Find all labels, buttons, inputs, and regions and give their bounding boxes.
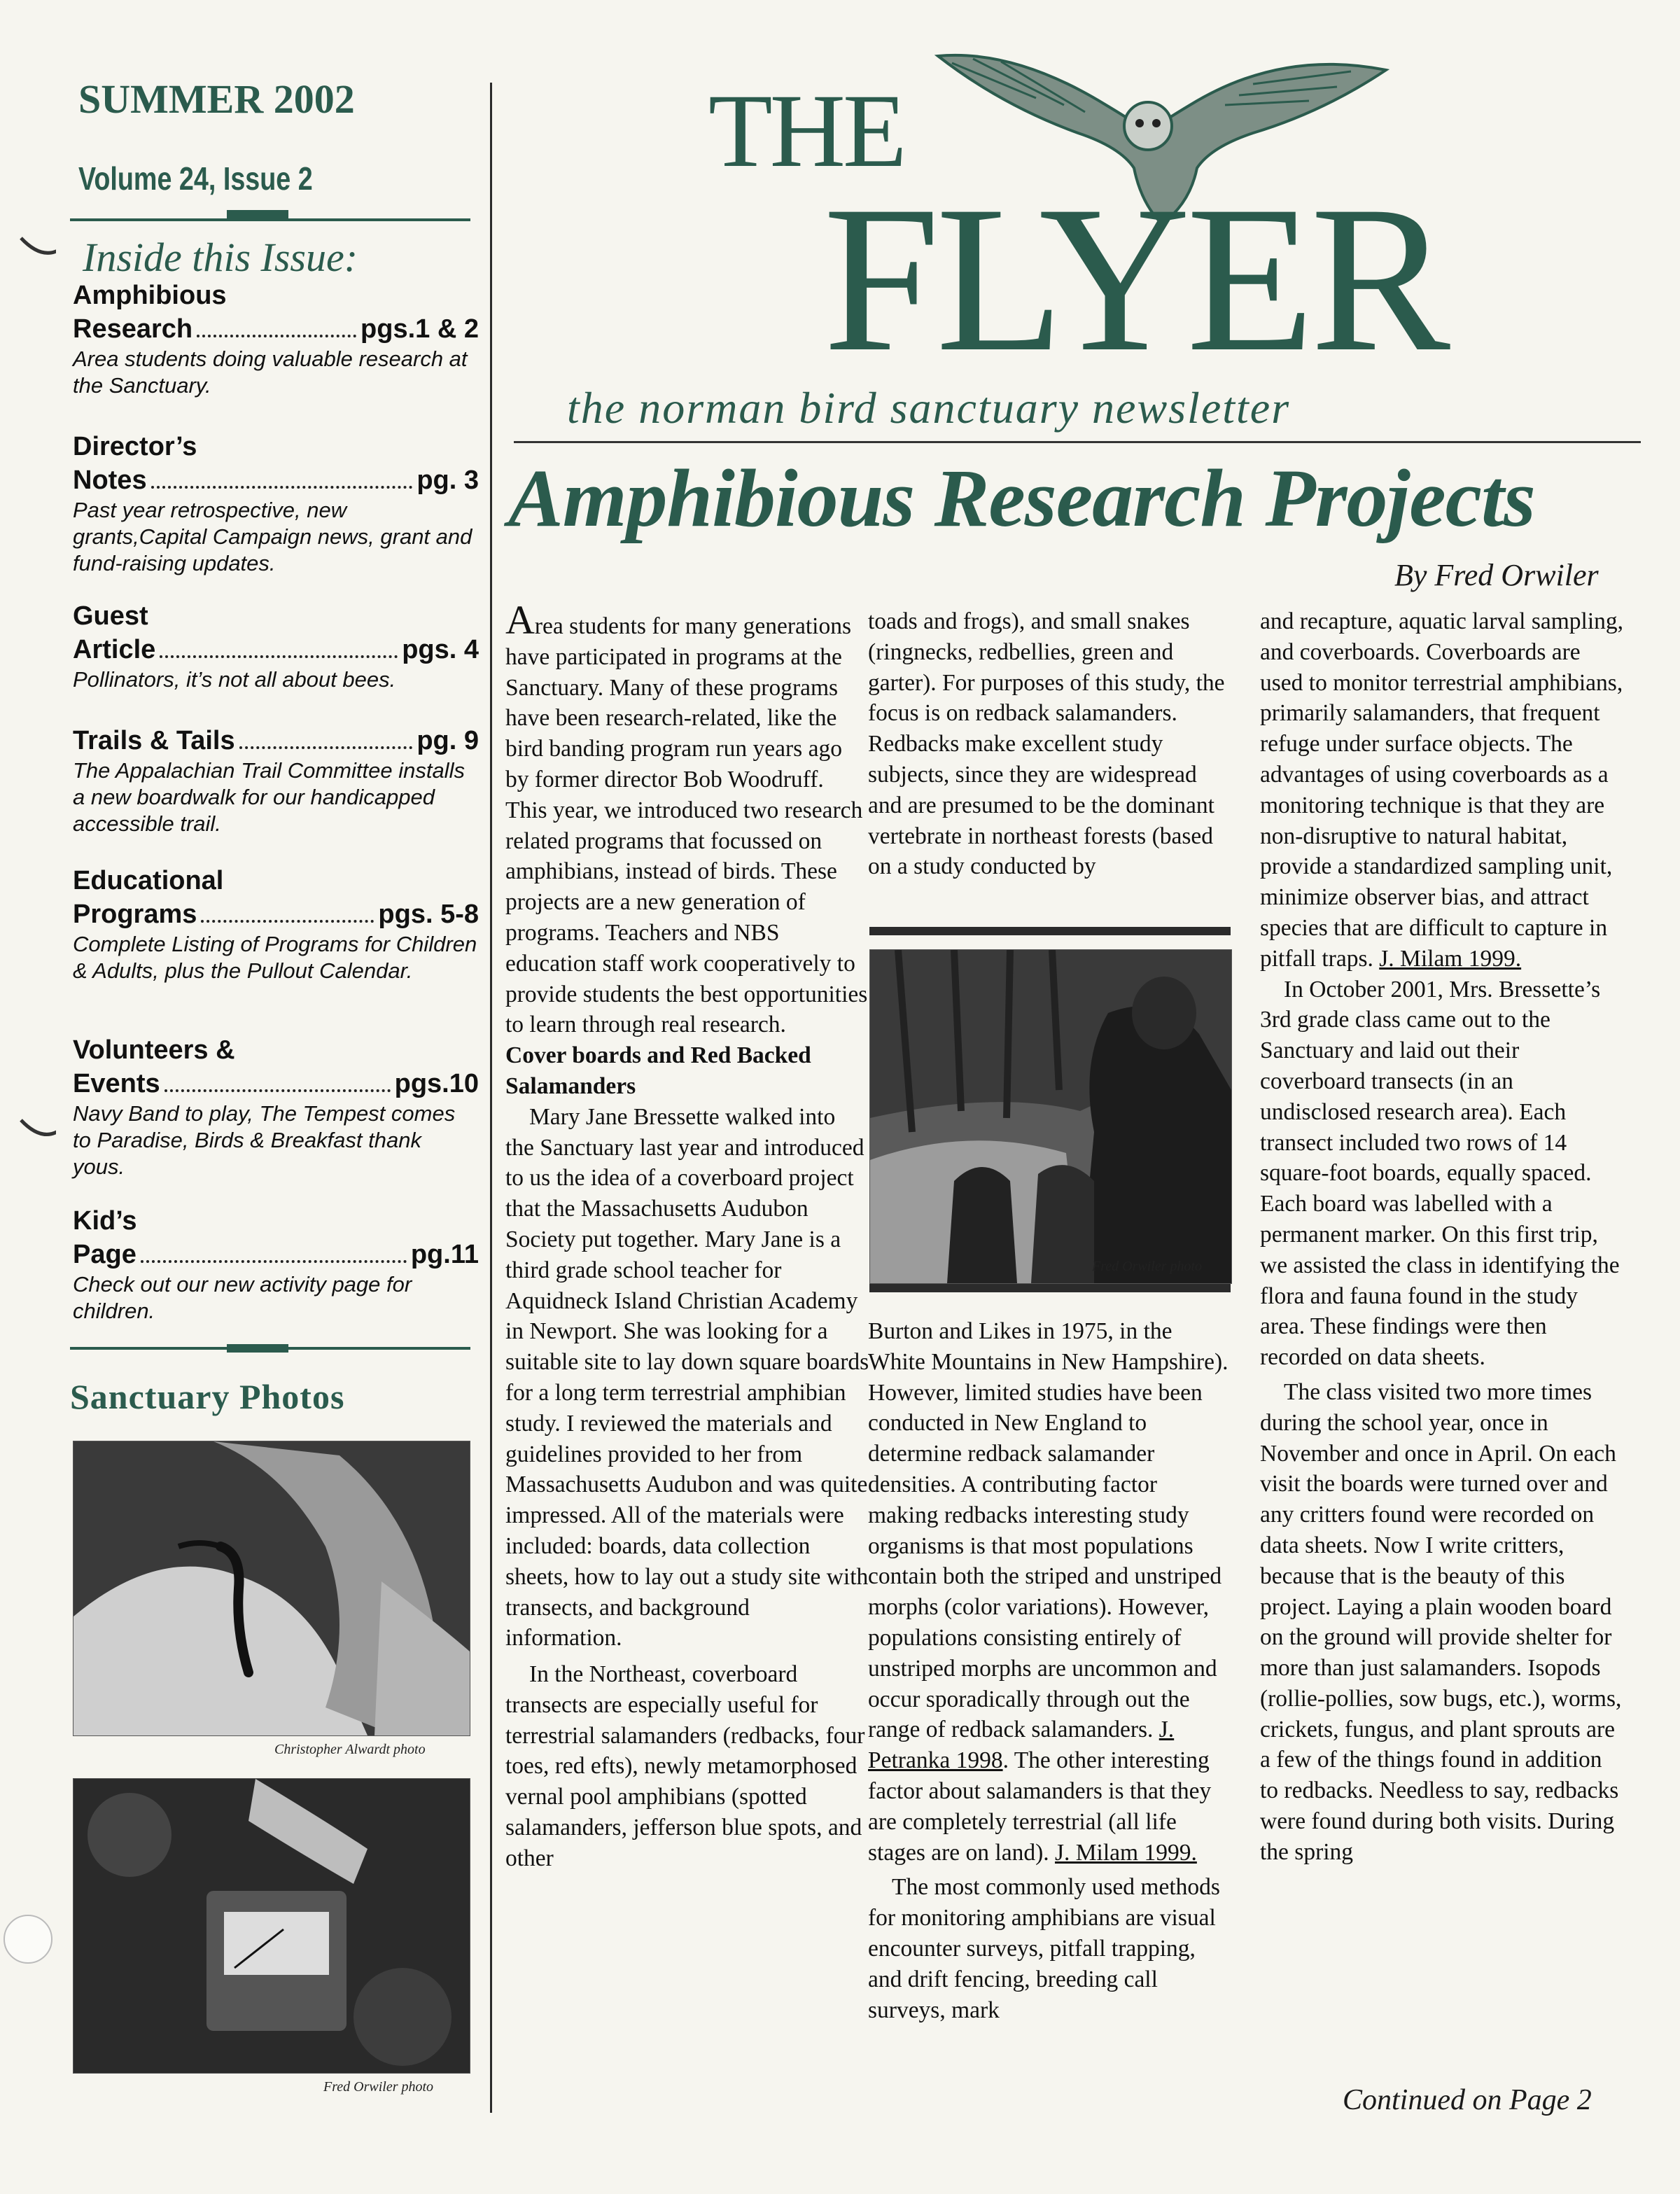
paragraph: Mary Jane Bressette walked into the Sanctuary last year and introduced to us the idea of a coverboard project that the Massachusetts Audubon Society put together. Mary Jane is a third grade school teacher for Aquidneck Island Christian Academy in Newport. She was looking for a suitable site to lay down square boards for a long term terrestrial amphibian study. I reviewed the materials and guidelines provided to her from Massachusetts Audubon and was quite impressed. All of the materials were included: boards, data collection sheets, how to lay out a study site with transects, and background information.: [505, 1103, 869, 1651]
paragraph: and recapture, aquatic larval sampling, and coverboards. Coverboards are used to monitor terrestrial amphibians, primarily salamanders, that frequent refuge under surface objects. The advantages of using coverboards as a monitoring technique is that they are non-disruptive to natural habitat, provide a standardized sampling unit, minimize observer bias, and attract species that are difficult to capture in pitfall traps.: [1260, 608, 1624, 972]
paragraph: The class visited two more times during the school year, once in November and once in April. On each visit the boards were turned over and any critters found were recorded on data sheets. Now I write critters, because that is the beauty of this project. Laying a plain wooden board on the ground will provide shelter for more than just salamanders. Isopods (rollie-pollies, sow bugs, etc.), worms, crickets, fungus, and plant sprouts are a few of the things found in addition to redbacks. Needless to say, redbacks were found during both visits. During the spring: [1260, 1378, 1622, 1865]
paragraph: toads and frogs), and small snakes (ringnecks, redbellies, green and garter). For purposes of this study, the focus is on redback salamanders. Redbacks make excellent study subjects, since they are widespread and are presumed to be the dominant vertebrate in northeast forests (based on a study conducted by: [868, 608, 1225, 880]
toc-entry-description: Complete Listing of Programs for Children & Adults, plus the Pullout Calendar.: [73, 932, 477, 983]
sidebar-rule: [70, 218, 470, 221]
toc-entry-title: Director’s: [73, 432, 197, 461]
citation-link[interactable]: J. Milam 1999.: [1379, 945, 1522, 972]
toc-page-ref: pgs.1 & 2: [360, 314, 479, 344]
figure-rule: [869, 927, 1231, 935]
toc-page-ref: pgs. 5-8: [378, 900, 479, 929]
toc-entry[interactable]: [73, 599, 479, 693]
toc-page-ref: pg. 3: [416, 466, 479, 495]
drop-cap: A: [505, 597, 535, 643]
paragraph: . The other interesting factor about salamanders is that they are completely terrestrial (all life stages are on land).: [868, 1747, 1212, 1866]
masthead-subtitle: the norman bird sanctuary newsletter: [567, 383, 1291, 433]
article-headline: Amphibious Research Projects: [508, 452, 1535, 544]
toc-page-ref: pg.11: [410, 1240, 479, 1269]
figure-rule: [869, 1284, 1231, 1292]
photo-credit: Christopher Alwardt photo: [274, 1742, 426, 1757]
toc-entry-title: Kid’s: [73, 1206, 137, 1236]
toc-entry-title: Volunteers &: [73, 1035, 235, 1065]
toc-entry[interactable]: [73, 1204, 479, 1325]
toc-entry-title: Article: [73, 635, 156, 664]
masthead-flyer: FLYER: [823, 162, 1447, 395]
sidebar-rule-tab: [227, 210, 288, 218]
toc-page-ref: pgs.10: [394, 1069, 479, 1098]
photo-credit: Fred Orwiler photo: [323, 2079, 434, 2095]
toc-entry-description: Past year retrospective, new grants,Capital Campaign news, grant and fund-raising updates.: [73, 498, 472, 575]
toc-entry-title: Trails & Tails: [73, 726, 235, 755]
inside-issue-title: Inside this Issue:: [83, 235, 358, 280]
toc-entry-description: Pollinators, it’s not all about bees.: [73, 667, 396, 692]
citation-link[interactable]: J. Petranka 1998: [868, 1717, 1175, 1774]
photo-credit: Fred Orwiler photo: [1092, 1259, 1203, 1274]
toc-entry-description: Check out our new activity page for children.: [73, 1272, 412, 1323]
toc-entry-description: Area students doing valuable research at the Sanctuary.: [73, 347, 468, 398]
toc-entry[interactable]: [73, 430, 479, 577]
toc-entry-description: The Appalachian Trail Committee installs a new boardwalk for our handicapped accessible trail.: [73, 758, 465, 836]
toc-entry[interactable]: [73, 724, 479, 837]
paragraph: rea students for many generations have participated in programs at the Sanctuary. Many of these programs have been research-related, like the bird banding program run years ago by former director Bob Woodruff. This year, we introduced two research related programs that focussed on amphibians, instead of birds. These projects are a new generation of programs. Teachers and NBS education staff work cooperatively to provide students the best opportunities to learn through real research.: [505, 613, 868, 1038]
meter-photo: [73, 1778, 470, 2074]
article-column-2-continued: [868, 1316, 1232, 2025]
column-divider: [490, 83, 492, 2113]
masthead-rule: [514, 441, 1641, 443]
paragraph: Burton and Likes in 1975, in the White Mountains in New Hampshire). However, limited studies have been conducted in New England to determine redback salamander densities. A contributing factor making redbacks interesting study organisms is that most populations contain both the striped and unstriped morphs (color variations). However, populations consisting entirely of unstriped morphs are uncommon and occur sporadically through out the range of redback salamanders.: [868, 1318, 1228, 1743]
article-column-3: [1260, 606, 1624, 1868]
toc-page-ref: pgs. 4: [402, 635, 479, 664]
paragraph: In the Northeast, coverboard transects are especially useful for terrestrial salamanders (redbacks, four toes, red efts), newly metamorphosed vernal pool amphibians (spotted salamanders, jefferson blue spots, and other: [505, 1661, 865, 1871]
article-byline: By Fred Orwiler: [1394, 558, 1599, 592]
toc-page-ref: pg. 9: [416, 726, 479, 755]
toc-entry-title: Research: [73, 314, 193, 344]
toc-entry-title: Events: [73, 1069, 160, 1098]
paragraph: In October 2001, Mrs. Bressette’s 3rd grade class came out to the Sanctuary and laid out their coverboard transects (in an undisclosed research area). Each transect included two rows of 14 square-foot boards, equally spaced. Each board was labelled with a permanent marker. On this first trip, we assisted the class in identifying the flora and fauna found in the study area. These findings were then recorded on data sheets.: [1260, 976, 1620, 1371]
issue-volume: Volume 24, Issue 2: [78, 160, 313, 197]
binder-hole-marks: [0, 0, 56, 2194]
toc-entry-title: Notes: [73, 466, 147, 495]
toc-entry-title: Amphibious: [73, 281, 227, 310]
toc-entry-title: Programs: [73, 900, 197, 929]
article-column-2: [868, 606, 1232, 882]
citation-link[interactable]: J. Milam 1999.: [1054, 1839, 1197, 1866]
salamander-photo: [73, 1441, 470, 1736]
issue-season: SUMMER 2002: [78, 76, 355, 122]
sidebar-rule-tab: [227, 1344, 288, 1353]
continued-on-page-link[interactable]: Continued on Page 2: [1343, 2084, 1592, 2116]
students-photo: [869, 949, 1232, 1284]
toc-entry-title: Page: [73, 1240, 136, 1269]
toc-entry-description: Navy Band to play, The Tempest comes to Paradise, Birds & Breakfast thank yous.: [73, 1101, 456, 1179]
masthead-the: THE: [708, 73, 904, 189]
article-subhead: Cover boards and Red Backed Salamanders: [505, 1042, 811, 1099]
toc-entry-title: Guest: [73, 601, 148, 631]
toc-entry[interactable]: [73, 864, 479, 984]
sanctuary-photos-title: Sanctuary Photos: [70, 1377, 345, 1416]
toc-entry-title: Educational: [73, 866, 224, 895]
article-column-1: [505, 597, 869, 1874]
paragraph: The most commonly used methods for monitoring amphibians are visual encounter surveys, pitfall trapping, and drift fencing, breeding call surveys, mark: [868, 1874, 1220, 2023]
toc-entry[interactable]: [73, 279, 479, 399]
toc-entry[interactable]: [73, 1033, 479, 1180]
